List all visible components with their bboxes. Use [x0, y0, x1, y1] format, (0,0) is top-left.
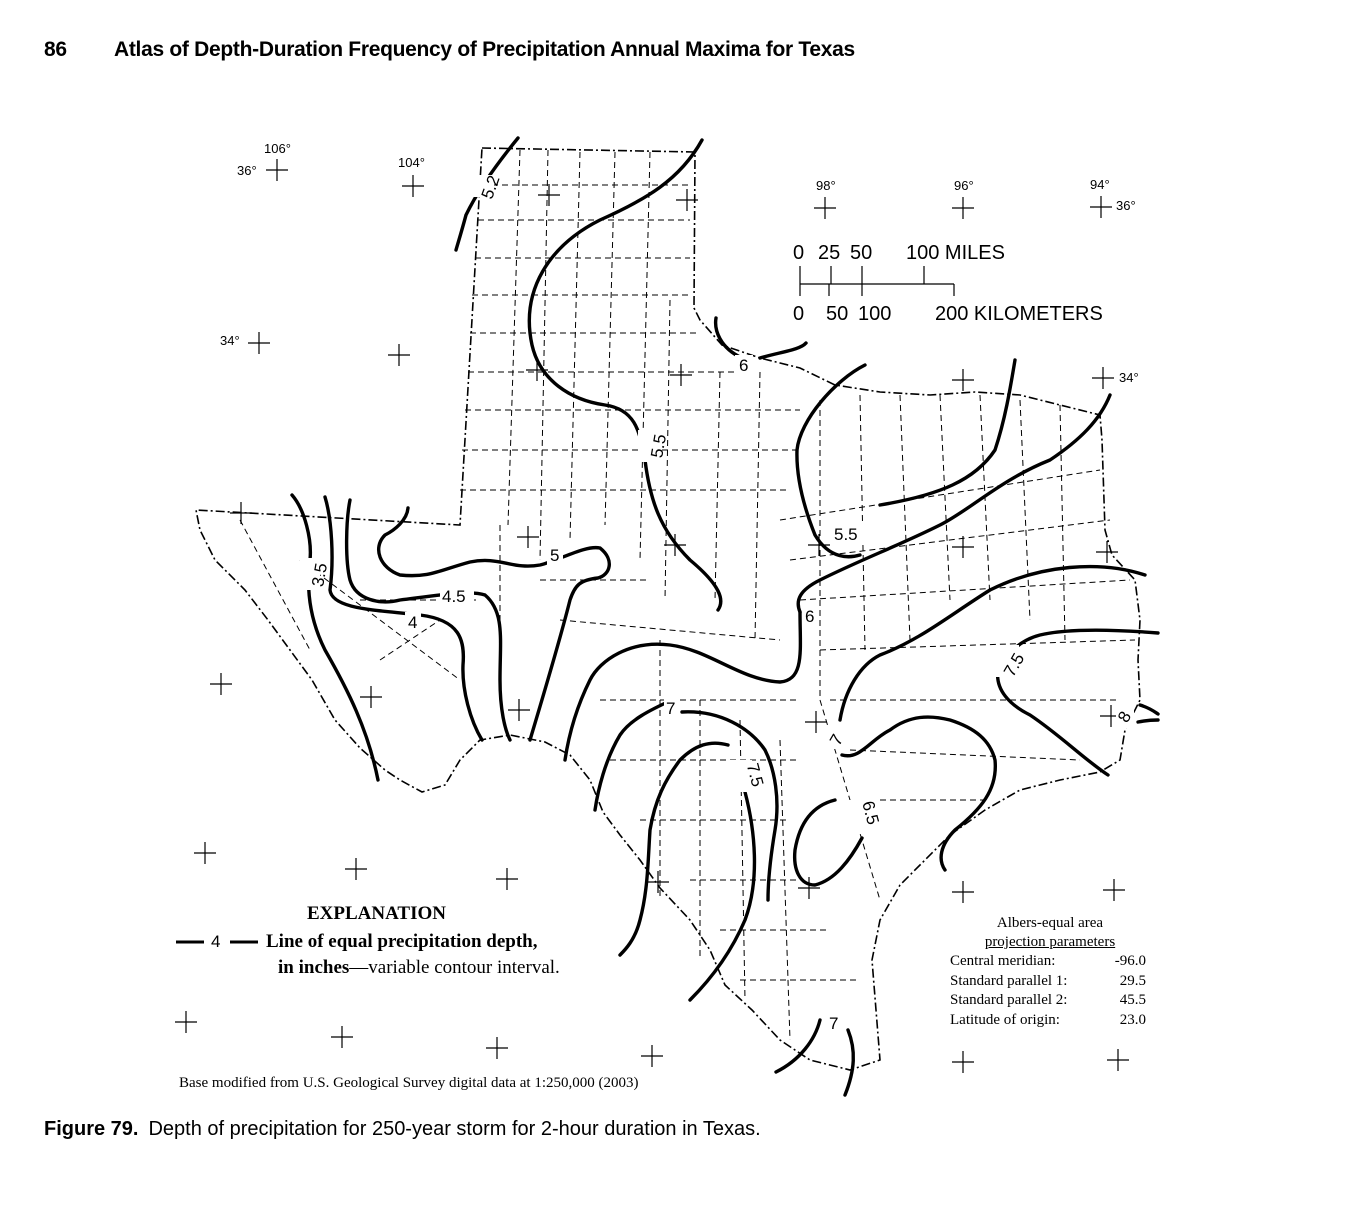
projection-subtitle: projection parameters: [984, 934, 1116, 950]
lon-label-94: 94°: [1090, 177, 1110, 192]
contour-label-8: 8: [1114, 707, 1136, 726]
scale-miles-50: 50: [850, 242, 873, 264]
scale-km-50: 50: [826, 303, 849, 325]
lon-label-96: 96°: [954, 178, 974, 193]
lat-label-34-west: 34°: [220, 333, 240, 348]
contour-label-5.5-central: 5.5: [834, 525, 858, 544]
scale-miles-25: 25: [818, 242, 841, 264]
projection-row-label: Central meridian:: [950, 953, 1056, 969]
scale-bar: [793, 242, 1103, 325]
base-data-note: Base modified from U.S. Geological Survey digital data at 1:250,000 (2003): [179, 1075, 639, 1091]
lon-label-106: 106°: [264, 141, 291, 156]
projection-row-label: Latitude of origin:: [950, 1011, 1060, 1028]
scale-km-200: 200 KILOMETERS: [935, 303, 1103, 325]
contour-label-4.5: 4.5: [442, 587, 466, 606]
lat-label-36-west: 36°: [237, 163, 257, 178]
lon-label-98: 98°: [816, 178, 836, 193]
projection-row-label: Standard parallel 1:: [950, 972, 1068, 989]
contour-label-5.5-panhandle: 5.5: [647, 432, 671, 460]
page-title: Atlas of Depth-Duration Frequency of Precipitation Annual Maxima for Texas: [114, 38, 855, 61]
projection-row: [950, 952, 1150, 972]
scale-km-100: 100: [858, 303, 892, 325]
contour-label-4: 4: [408, 613, 418, 632]
projection-row: [950, 991, 1150, 1011]
explanation-title: EXPLANATION: [307, 903, 446, 924]
projection-row-value: 23.0: [1119, 1011, 1146, 1028]
figure-caption-text: Depth of precipitation for 250-year storm for 2-hour duration in Texas.: [148, 1118, 761, 1140]
contour-label-3.5: 3.5: [308, 561, 332, 589]
projection-parameters: [950, 914, 1150, 1030]
contour-label-6-central: 6: [805, 607, 815, 626]
contour-label-5: 5: [550, 546, 560, 565]
contour-label-6.5: 6.5: [858, 798, 883, 827]
legend-line-description: Line of equal precipitation depth,: [266, 931, 538, 952]
contour-label-7.5-south: 7.5: [742, 761, 768, 789]
contour-label-7-west: 7: [666, 699, 676, 718]
projection-row: [950, 1011, 1150, 1031]
projection-row-label: Standard parallel 2:: [950, 992, 1068, 1008]
lon-label-104: 104°: [398, 155, 425, 170]
legend-units: in inches: [278, 957, 350, 978]
page-number: 86: [44, 38, 67, 61]
scale-km-0: 0: [793, 303, 805, 325]
lat-label-34-east: 34°: [1119, 370, 1139, 385]
scale-miles-0: 0: [793, 242, 805, 264]
contour-label-5.2: 5.2: [477, 172, 504, 202]
projection-row-value: -96.0: [1114, 953, 1146, 969]
contour-label-6-north: 6: [739, 356, 749, 375]
figure-caption: [44, 1118, 761, 1141]
contour-label-7-south: 7: [829, 1014, 839, 1033]
projection-row-value: 45.5: [1119, 992, 1146, 1008]
legend-interval-note: —variable contour interval.: [349, 957, 560, 978]
projection-row: [950, 972, 1150, 992]
contour-label-7.5-east: 7.5: [1000, 649, 1029, 680]
lat-label-36-east: 36°: [1116, 198, 1136, 213]
figure-label: Figure 79.: [44, 1118, 139, 1140]
scale-miles-100: 100 MILES: [906, 242, 1005, 264]
projection-row-value: 29.5: [1119, 972, 1146, 989]
legend-sample-value: 4: [211, 932, 221, 951]
projection-title: Albers-equal area: [996, 915, 1104, 931]
contour-label-7-central: 7: [826, 730, 848, 749]
